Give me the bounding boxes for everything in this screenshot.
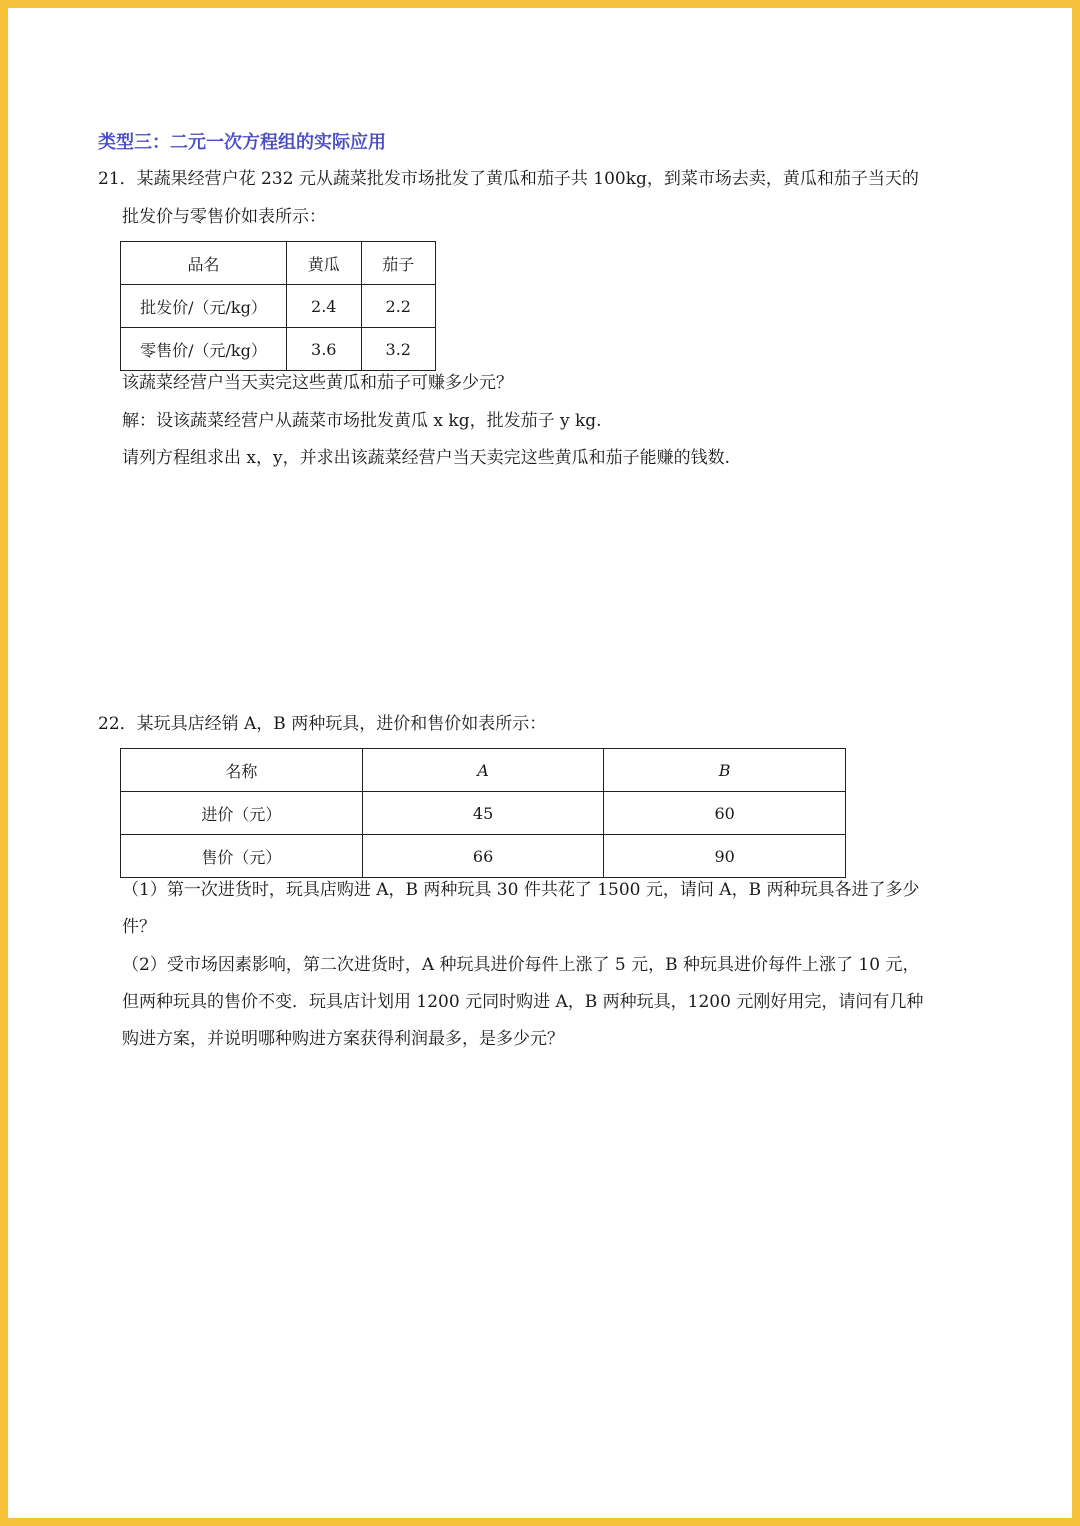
table-cell: 零售价/（元/kg）: [121, 328, 287, 371]
table-row: [121, 328, 436, 371]
q21-solution-line-1: 解：设该蔬菜经营户从蔬菜市场批发黄瓜 x kg，批发茄子 y kg.: [122, 411, 602, 431]
section-title: 类型三：二元一次方程组的实际应用: [98, 132, 386, 153]
table-cell: 售价（元）: [121, 835, 363, 878]
q21-line-2: 批发价与零售价如表所示：: [122, 207, 326, 227]
q21-line-1: 21．某蔬果经营户花 232 元从蔬菜批发市场批发了黄瓜和茄子共 100kg，到菜市场去卖，黄瓜和茄子当天的: [98, 169, 919, 189]
table-header-cell: 名称: [121, 749, 363, 792]
q22-part1-line-2: 件？: [122, 917, 156, 937]
table-cell: 60: [604, 792, 846, 835]
table-row: [121, 749, 846, 792]
table-cell: 3.6: [287, 328, 361, 371]
q21-solution-line-2: 请列方程组求出 x，y，并求出该蔬菜经营户当天卖完这些黄瓜和茄子能赚的钱数.: [122, 448, 730, 468]
q22-part2-line-2: 但两种玩具的售价不变．玩具店计划用 1200 元同时购进 A，B 两种玩具，1200 元刚好用完，请问有几种: [122, 992, 924, 1012]
table-cell: 45: [362, 792, 604, 835]
q22-price-table: [120, 748, 846, 878]
table-cell: 2.4: [287, 285, 361, 328]
q22-part2-line-1: （2）受市场因素影响，第二次进货时，A 种玩具进价每件上涨了 5 元，B 种玩具进价每件上涨了 10 元，: [122, 955, 920, 975]
table-cell: 进价（元）: [121, 792, 363, 835]
table-cell: 2.2: [361, 285, 436, 328]
table-cell: 66: [362, 835, 604, 878]
q22-part2-line-3: 购进方案，并说明哪种购进方案获得利润最多，是多少元？: [122, 1029, 564, 1049]
table-cell: 90: [604, 835, 846, 878]
table-header-cell: A: [362, 749, 604, 792]
q21-price-table: [120, 241, 436, 371]
q22-part1-line-1: （1）第一次进货时，玩具店购进 A，B 两种玩具 30 件共花了 1500 元，请问 A，B 两种玩具各进了多少: [122, 880, 920, 900]
table-header-cell: B: [604, 749, 846, 792]
table-row: [121, 242, 436, 285]
table-row: [121, 285, 436, 328]
table-cell: 3.2: [361, 328, 436, 371]
table-row: [121, 792, 846, 835]
table-cell: 批发价/（元/kg）: [121, 285, 287, 328]
table-header-cell: 茄子: [361, 242, 436, 285]
table-row: [121, 835, 846, 878]
table-header-cell: 品名: [121, 242, 287, 285]
table-header-cell: 黄瓜: [287, 242, 361, 285]
q22-line-1: 22．某玩具店经销 A，B 两种玩具，进价和售价如表所示：: [98, 714, 547, 734]
q21-question: 该蔬菜经营户当天卖完这些黄瓜和茄子可赚多少元？: [122, 373, 513, 393]
